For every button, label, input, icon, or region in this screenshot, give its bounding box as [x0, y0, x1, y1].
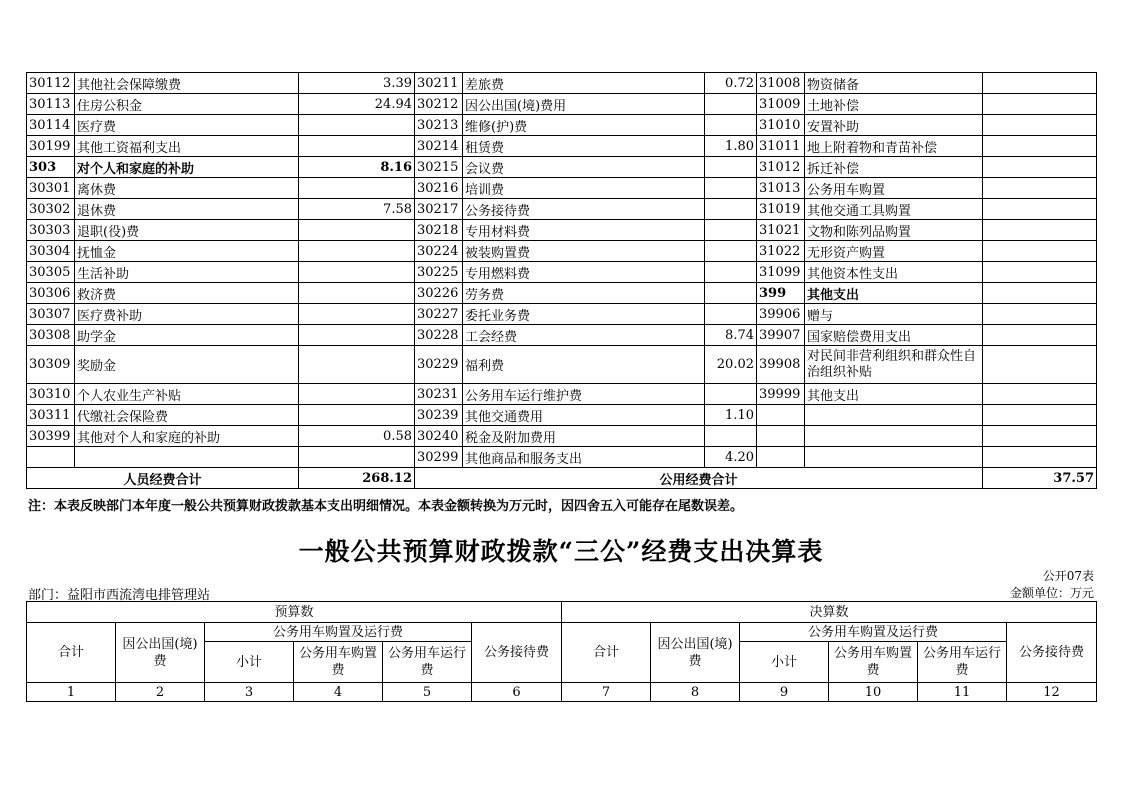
page-title: 一般公共预算财政拨款“三公”经费支出决算表 — [298, 537, 824, 566]
item-amount — [983, 115, 1097, 136]
item-code: 30213 — [415, 115, 463, 136]
item-name: 代缴社会保险费 — [75, 405, 299, 426]
item-name: 助学金 — [75, 325, 299, 346]
item-code — [757, 405, 805, 426]
item-code: 30305 — [27, 262, 75, 283]
item-amount — [299, 346, 415, 384]
item-amount: 20.02 — [705, 346, 757, 384]
item-code: 30114 — [27, 115, 75, 136]
item-amount — [299, 304, 415, 325]
item-name: 税金及附加费用 — [463, 426, 705, 447]
budget-total-header: 合计 — [27, 623, 116, 683]
item-code: 30113 — [27, 94, 75, 115]
final-total-header: 合计 — [562, 623, 651, 683]
table-row — [27, 325, 1097, 346]
item-name: 因公出国(境)费用 — [463, 94, 705, 115]
item-amount — [983, 283, 1097, 304]
item-amount — [983, 262, 1097, 283]
item-code: 30226 — [415, 283, 463, 304]
item-amount: 4.20 — [705, 447, 757, 468]
item-code: 30216 — [415, 178, 463, 199]
item-name: 其他社会保障缴费 — [75, 73, 299, 94]
item-code: 30225 — [415, 262, 463, 283]
item-code: 30399 — [27, 426, 75, 447]
item-name: 赠与 — [805, 304, 983, 325]
item-code: 303 — [27, 157, 75, 178]
item-amount — [299, 262, 415, 283]
budget-subtotal-header: 小计 — [205, 642, 294, 683]
item-code: 31010 — [757, 115, 805, 136]
item-code — [757, 426, 805, 447]
item-amount — [983, 199, 1097, 220]
item-name: 公务用车购置 — [805, 178, 983, 199]
item-code: 30309 — [27, 346, 75, 384]
column-number: 8 — [651, 683, 740, 702]
item-name: 文物和陈列品购置 — [805, 220, 983, 241]
table-row — [27, 405, 1097, 426]
item-name: 公务用车运行维护费 — [463, 384, 705, 405]
item-name: 医疗费补助 — [75, 304, 299, 325]
item-amount — [705, 304, 757, 325]
item-amount — [983, 136, 1097, 157]
item-name: 安置补助 — [805, 115, 983, 136]
table-row — [27, 283, 1097, 304]
item-code: 399 — [757, 283, 805, 304]
column-number: 10 — [829, 683, 918, 702]
table-row — [27, 136, 1097, 157]
item-code: 30240 — [415, 426, 463, 447]
item-amount: 24.94 — [299, 94, 415, 115]
item-code: 30302 — [27, 199, 75, 220]
item-amount: 1.80 — [705, 136, 757, 157]
item-code: 30212 — [415, 94, 463, 115]
item-amount: 8.16 — [299, 157, 415, 178]
item-name: 奖励金 — [75, 346, 299, 384]
item-name: 个人农业生产补贴 — [75, 384, 299, 405]
item-name — [805, 447, 983, 468]
item-code: 39907 — [757, 325, 805, 346]
final-subtotal-header: 小计 — [740, 642, 829, 683]
item-name — [805, 405, 983, 426]
item-name: 对民间非营利组织和群众性自治组织补贴 — [805, 346, 983, 384]
item-amount — [983, 384, 1097, 405]
item-amount — [983, 447, 1097, 468]
detail-table-body — [27, 73, 1097, 468]
item-code: 30311 — [27, 405, 75, 426]
item-amount — [983, 304, 1097, 325]
table-note: 注：本表反映部门本年度一般公共预算财政拨款基本支出明细情况。本表金额转换为万元时，因四舍五入可能存在尾数误差。 — [28, 499, 744, 514]
item-name: 工会经费 — [463, 325, 705, 346]
item-amount: 8.74 — [705, 325, 757, 346]
table-row — [27, 447, 1097, 468]
table-row — [27, 199, 1097, 220]
item-code: 30112 — [27, 73, 75, 94]
item-name: 差旅费 — [463, 73, 705, 94]
budget-operation-header: 公务用车运行费 — [383, 642, 472, 683]
item-code: 30199 — [27, 136, 75, 157]
item-code: 31013 — [757, 178, 805, 199]
budget-vehicle-header: 公务用车购置及运行费 — [205, 623, 472, 642]
item-name: 福利费 — [463, 346, 705, 384]
item-amount: 3.39 — [299, 73, 415, 94]
item-amount — [299, 325, 415, 346]
item-name: 对个人和家庭的补助 — [75, 157, 299, 178]
item-name: 其他交通费用 — [463, 405, 705, 426]
item-code: 30229 — [415, 346, 463, 384]
item-name: 物资储备 — [805, 73, 983, 94]
item-name: 无形资产购置 — [805, 241, 983, 262]
item-amount — [705, 283, 757, 304]
item-amount — [705, 241, 757, 262]
column-number: 12 — [1007, 683, 1097, 702]
budget-purchase-header: 公务用车购置费 — [294, 642, 383, 683]
item-amount — [299, 136, 415, 157]
item-code: 31009 — [757, 94, 805, 115]
table-row — [27, 73, 1097, 94]
item-amount: 0.58 — [299, 426, 415, 447]
item-name: 被装购置费 — [463, 241, 705, 262]
item-code: 31011 — [757, 136, 805, 157]
item-amount: 0.72 — [705, 73, 757, 94]
item-code: 30228 — [415, 325, 463, 346]
item-amount — [983, 241, 1097, 262]
item-amount — [705, 94, 757, 115]
item-name: 专用材料费 — [463, 220, 705, 241]
column-number: 9 — [740, 683, 829, 702]
column-number: 5 — [383, 683, 472, 702]
table-row — [27, 384, 1097, 405]
item-name: 其他商品和服务支出 — [463, 447, 705, 468]
item-code: 39906 — [757, 304, 805, 325]
item-amount — [705, 220, 757, 241]
item-name: 退职(役)费 — [75, 220, 299, 241]
item-name: 其他支出 — [805, 384, 983, 405]
column-number: 1 — [27, 683, 116, 702]
item-code: 30304 — [27, 241, 75, 262]
column-number-row — [27, 683, 1097, 702]
item-name: 培训费 — [463, 178, 705, 199]
item-amount — [299, 241, 415, 262]
item-amount — [299, 178, 415, 199]
table-row — [27, 304, 1097, 325]
column-number: 11 — [918, 683, 1007, 702]
final-abroad-header: 因公出国(境)费 — [651, 623, 740, 683]
item-code: 30306 — [27, 283, 75, 304]
item-code: 39999 — [757, 384, 805, 405]
item-code: 30218 — [415, 220, 463, 241]
item-amount — [299, 447, 415, 468]
item-code: 31008 — [757, 73, 805, 94]
column-number: 6 — [472, 683, 562, 702]
item-name: 医疗费 — [75, 115, 299, 136]
item-amount — [983, 157, 1097, 178]
unit-label: 金额单位：万元 — [1009, 586, 1094, 600]
item-amount — [983, 178, 1097, 199]
final-header: 决算数 — [562, 602, 1097, 623]
table-row — [27, 94, 1097, 115]
item-code: 30214 — [415, 136, 463, 157]
item-amount — [705, 199, 757, 220]
item-code: 31012 — [757, 157, 805, 178]
item-amount — [983, 73, 1097, 94]
item-amount — [983, 405, 1097, 426]
form-number: 公开07表 — [1042, 569, 1094, 583]
item-name: 国家赔偿费用支出 — [805, 325, 983, 346]
item-name: 租赁费 — [463, 136, 705, 157]
item-name: 其他对个人和家庭的补助 — [75, 426, 299, 447]
public-total-value: 37.57 — [983, 468, 1097, 489]
column-number: 4 — [294, 683, 383, 702]
final-reception-header: 公务接待费 — [1007, 623, 1097, 683]
final-operation-header: 公务用车运行费 — [918, 642, 1007, 683]
item-name: 劳务费 — [463, 283, 705, 304]
item-amount — [983, 94, 1097, 115]
item-amount — [705, 262, 757, 283]
item-code: 31021 — [757, 220, 805, 241]
item-code: 30224 — [415, 241, 463, 262]
three-public-expenses-table — [26, 601, 1097, 702]
item-name: 专用燃料费 — [463, 262, 705, 283]
item-amount — [705, 384, 757, 405]
item-name: 生活补助 — [75, 262, 299, 283]
item-amount — [299, 384, 415, 405]
item-name: 土地补偿 — [805, 94, 983, 115]
item-code: 30239 — [415, 405, 463, 426]
item-amount — [705, 115, 757, 136]
item-code: 31019 — [757, 199, 805, 220]
table-row — [27, 178, 1097, 199]
table-row — [27, 262, 1097, 283]
personnel-total-value: 268.12 — [299, 468, 415, 489]
item-code: 31022 — [757, 241, 805, 262]
expenditure-detail-table — [26, 72, 1097, 489]
item-amount — [983, 346, 1097, 384]
item-name: 退休费 — [75, 199, 299, 220]
public-total-label: 公用经费合计 — [415, 468, 983, 489]
item-name: 住房公积金 — [75, 94, 299, 115]
item-name: 委托业务费 — [463, 304, 705, 325]
budget-abroad-header: 因公出国(境)费 — [116, 623, 205, 683]
final-purchase-header: 公务用车购置费 — [829, 642, 918, 683]
table-row — [27, 426, 1097, 447]
item-code: 30308 — [27, 325, 75, 346]
item-code — [27, 447, 75, 468]
table-row — [27, 157, 1097, 178]
item-amount — [299, 405, 415, 426]
item-amount — [983, 325, 1097, 346]
item-code: 30211 — [415, 73, 463, 94]
item-code: 30299 — [415, 447, 463, 468]
item-code: 30310 — [27, 384, 75, 405]
item-name: 其他资本性支出 — [805, 262, 983, 283]
item-code: 30227 — [415, 304, 463, 325]
item-amount — [299, 220, 415, 241]
personnel-total-label: 人员经费合计 — [27, 468, 299, 489]
item-amount — [299, 283, 415, 304]
totals-row — [27, 468, 1097, 489]
item-name: 其他工资福利支出 — [75, 136, 299, 157]
table-row — [27, 115, 1097, 136]
item-code: 30231 — [415, 384, 463, 405]
item-amount — [983, 220, 1097, 241]
budget-reception-header: 公务接待费 — [472, 623, 562, 683]
item-name: 离休费 — [75, 178, 299, 199]
item-amount — [705, 426, 757, 447]
item-amount — [705, 157, 757, 178]
table-row — [27, 346, 1097, 384]
column-number: 3 — [205, 683, 294, 702]
column-number: 7 — [562, 683, 651, 702]
item-amount — [705, 178, 757, 199]
item-code: 30217 — [415, 199, 463, 220]
item-code: 39908 — [757, 346, 805, 384]
column-number: 2 — [116, 683, 205, 702]
item-name: 抚恤金 — [75, 241, 299, 262]
item-name: 会议费 — [463, 157, 705, 178]
item-name: 地上附着物和青苗补偿 — [805, 136, 983, 157]
item-name: 其他交通工具购置 — [805, 199, 983, 220]
item-code: 30307 — [27, 304, 75, 325]
budget-header: 预算数 — [27, 602, 562, 623]
item-amount: 1.10 — [705, 405, 757, 426]
item-amount: 7.58 — [299, 199, 415, 220]
item-amount — [299, 115, 415, 136]
table-row — [27, 220, 1097, 241]
item-name: 维修(护)费 — [463, 115, 705, 136]
item-name: 公务接待费 — [463, 199, 705, 220]
item-name — [805, 426, 983, 447]
item-amount — [983, 426, 1097, 447]
item-code: 30301 — [27, 178, 75, 199]
item-code: 31099 — [757, 262, 805, 283]
final-vehicle-header: 公务用车购置及运行费 — [740, 623, 1007, 642]
item-name: 其他支出 — [805, 283, 983, 304]
item-name: 救济费 — [75, 283, 299, 304]
item-code — [757, 447, 805, 468]
item-code: 30303 — [27, 220, 75, 241]
item-code: 30215 — [415, 157, 463, 178]
item-name — [75, 447, 299, 468]
table-row — [27, 241, 1097, 262]
department-label: 部门：益阳市西流湾电排管理站 — [28, 588, 211, 603]
item-name: 拆迁补偿 — [805, 157, 983, 178]
